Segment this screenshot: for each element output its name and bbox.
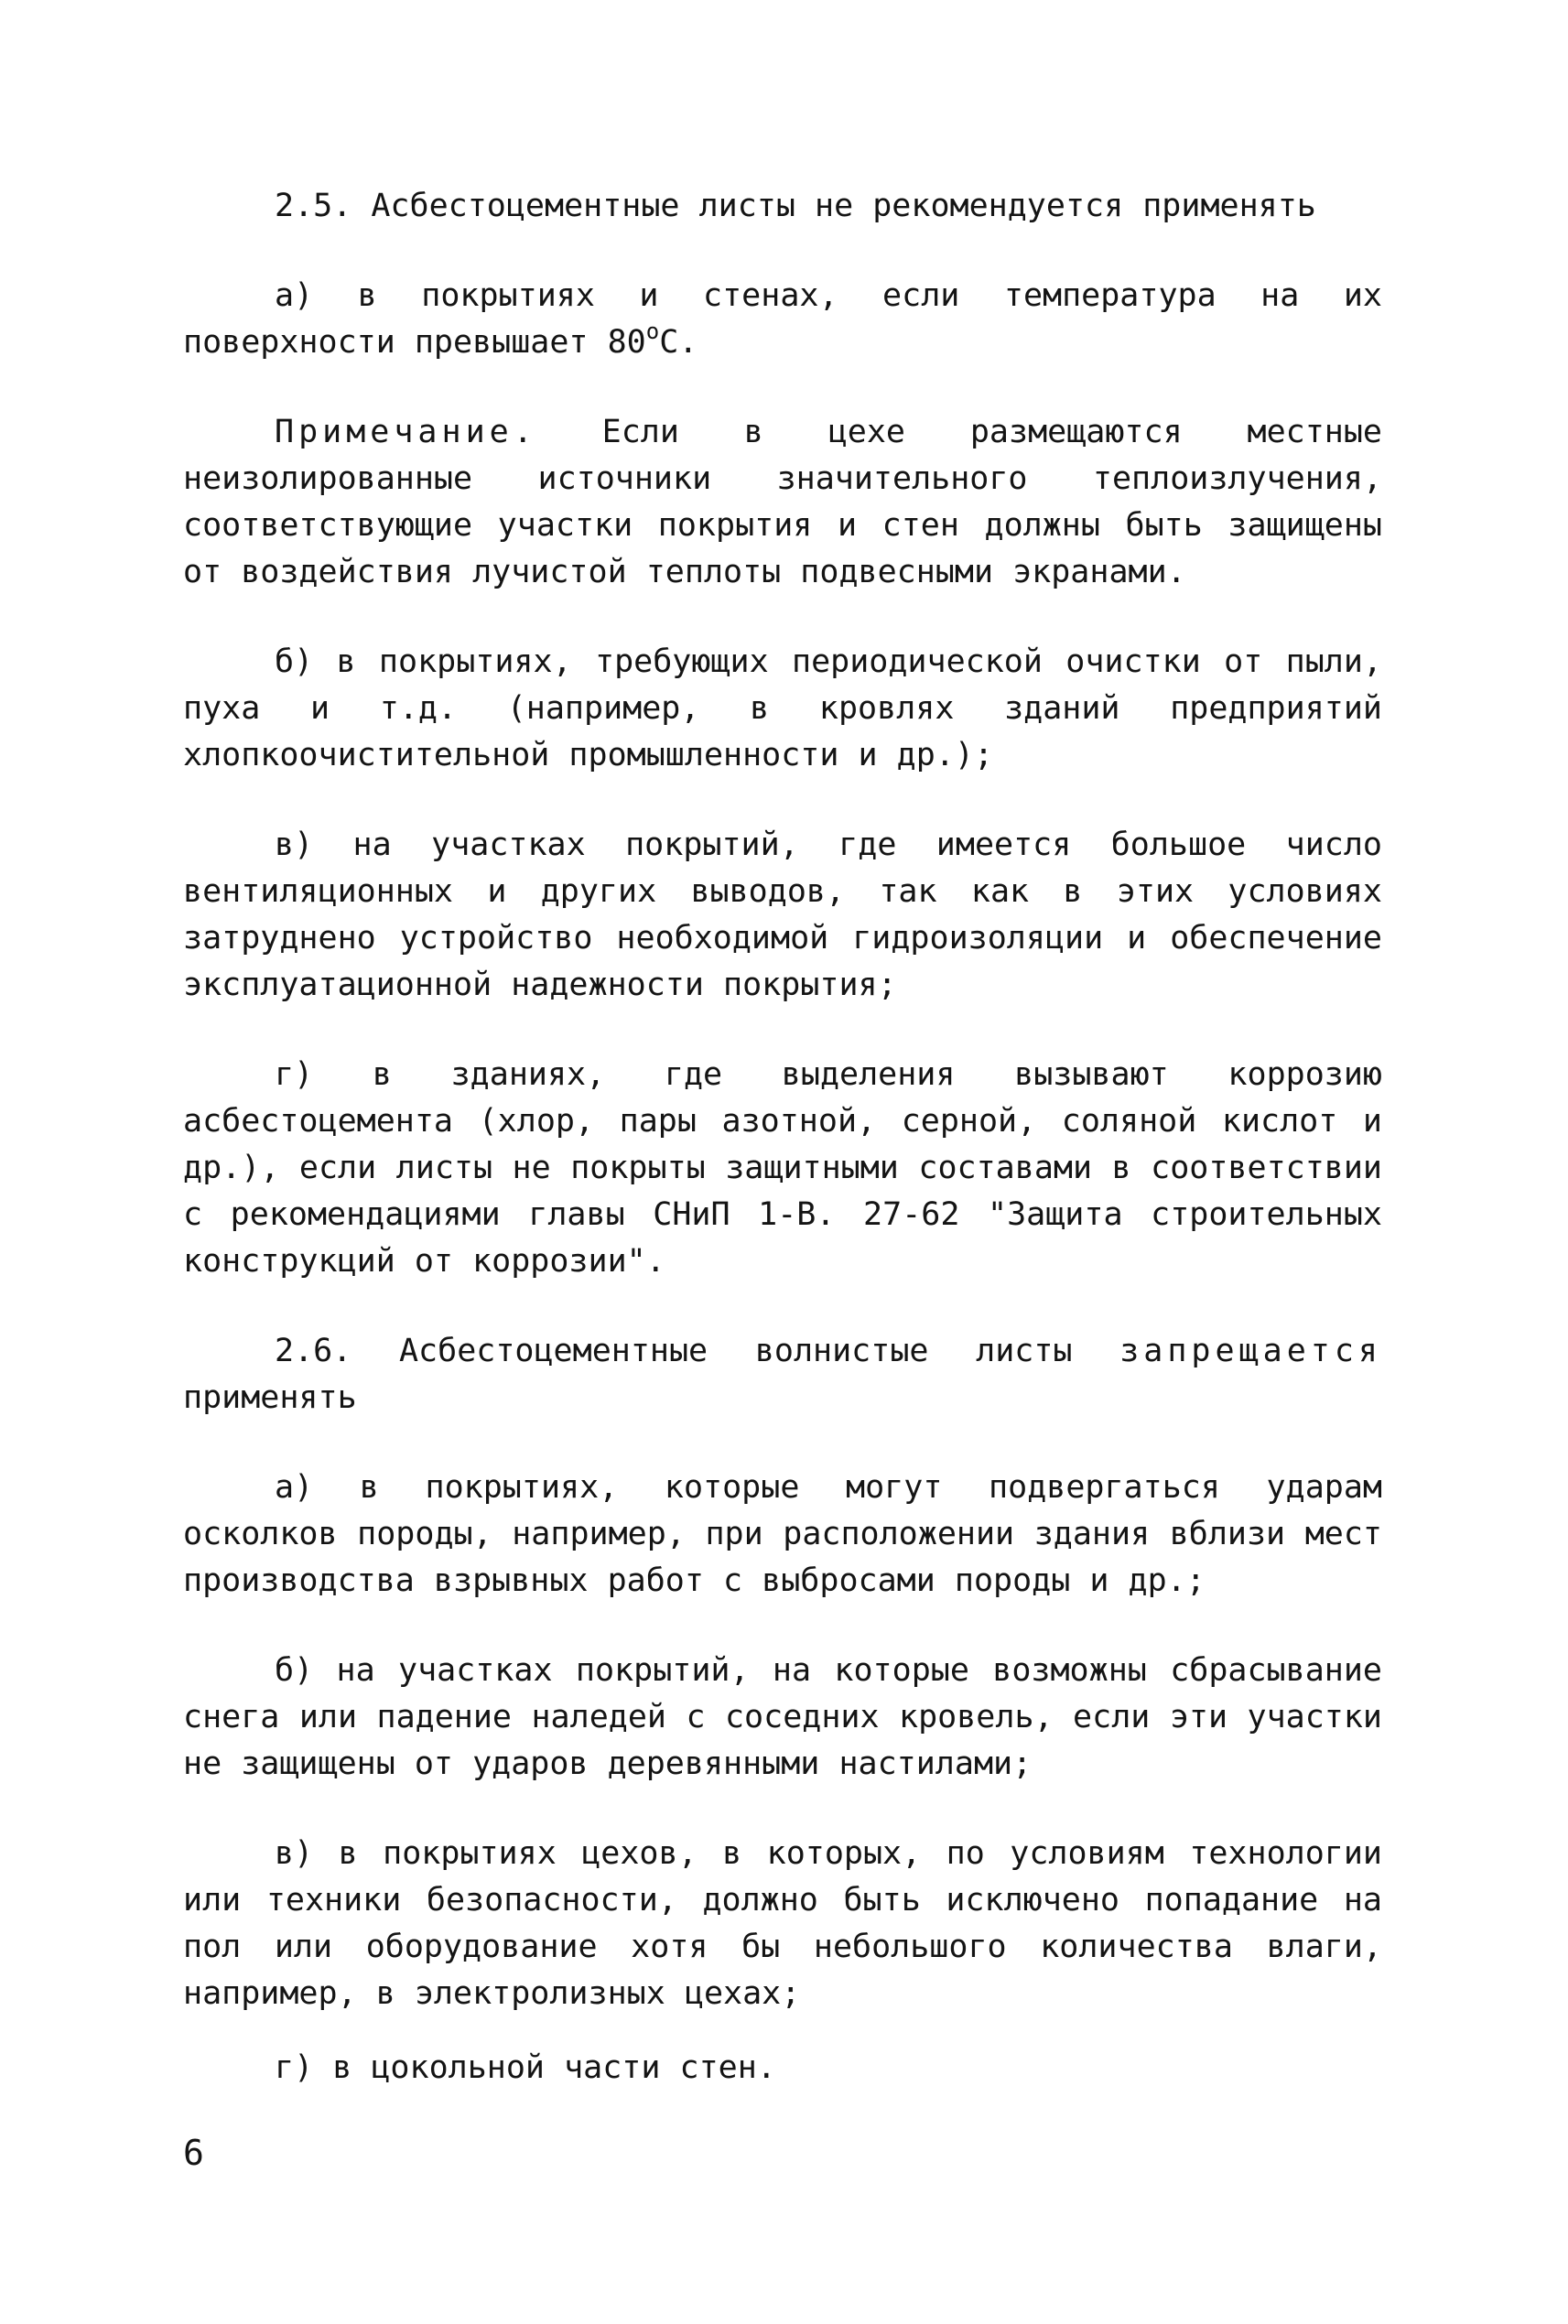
degree-mark: о: [645, 319, 660, 345]
note-text: Если в цехе размещаются местные неизолированные источники значительного теплоизлучения, соответствующие участки покрытия и стен должны быть защищены от воздействия лучистой теплоты подвесными экранами.: [183, 414, 1382, 590]
section-2-6-prohibited: запрещается: [1119, 1333, 1382, 1369]
note-label: Примечание.: [275, 414, 537, 450]
section-2-5-item-v: в) на участках покрытий, где имеется большое число вентиляционных и других выводов, так как в этих условиях затруднено устройство необходимой гидроизоляции и обеспечение эксплуатационной надежности покрытия;: [183, 827, 1382, 1003]
section-2-6-intro-end: применять: [183, 1379, 357, 1416]
section-2-5-item-a: [183, 273, 1382, 366]
section-2-6-item-g: г) в цокольной части стен.: [275, 2049, 776, 2086]
section-2-6-intro: [183, 1328, 1382, 1421]
section-2-5-item-a-unit: С.: [659, 324, 698, 361]
section-2-6-intro-text: 2.6. Асбестоцементные волнистые листы: [275, 1333, 1120, 1369]
section-2-6-item-v: в) в покрытиях цехов, в которых, по условиям технологии или техники безопасности, должно быть исключено попадание на пол или оборудование хотя бы небольшого количества влаги, например, в электролизных цехах;: [183, 1835, 1382, 2012]
text-column: [183, 183, 1382, 2092]
note-paragraph: [183, 409, 1382, 596]
page-number: 6: [183, 2133, 204, 2173]
section-2-5-item-b: б) в покрытиях, требующих периодической очистки от пыли, пуха и т.д. (например, в кровлях зданий предприятий хлопкоочистительной промышленности и др.);: [183, 643, 1382, 773]
section-2-6-item-a: а) в покрытиях, которые могут подвергаться ударам осколков породы, например, при расположении здания вблизи мест производства взрывных работ с выбросами породы и др.;: [183, 1469, 1382, 1599]
section-2-5-item-a-text: а) в покрытиях и стенах, если температура на их поверхности превышает 80: [183, 277, 1382, 361]
section-2-5-intro: 2.5. Асбестоцементные листы не рекомендуется применять: [275, 188, 1316, 224]
section-2-6-item-b: б) на участках покрытий, на которые возможны сбрасывание снега или падение наледей с соседних кровель, если эти участки не защищены от ударов деревянными настилами;: [183, 1652, 1382, 1782]
section-2-5-item-g: г) в зданиях, где выделения вызывают коррозию асбестоцемента (хлор, пары азотной, серной, соляной кислот и др.), если листы не покрыты защитными составами в соответствии с рекомендациями главы СНиП 1-В. 27-62 "Защита строительных конструкций от коррозии".: [183, 1056, 1382, 1280]
